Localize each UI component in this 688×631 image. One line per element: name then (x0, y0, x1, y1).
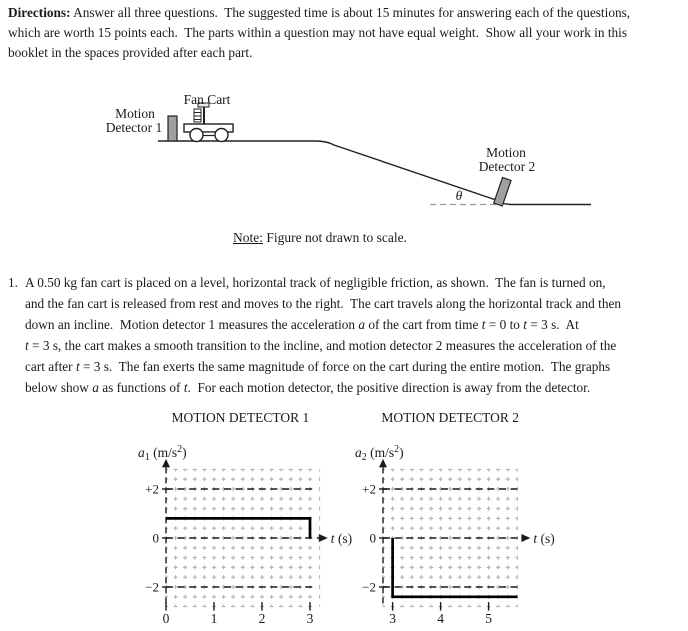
setup-figure-svg (100, 88, 600, 218)
text-segment: t (481, 317, 486, 332)
text-segment: t (183, 380, 188, 395)
x-axis-label: t (s) (533, 530, 555, 546)
text-segment: booklet in the spaces provided after each part. (8, 45, 253, 60)
data-line (166, 518, 310, 538)
text-segment: A 0.50 kg fan cart is placed on a level, horizontal track of negligible friction, as shown. The fan is turned on, (25, 275, 606, 290)
text-segment: down an incline. Motion detector 1 measures the acceleration (25, 317, 359, 332)
text-segment: cart after (25, 359, 76, 374)
question-number: 1. (8, 275, 18, 290)
y-axis-arrow-icon (162, 459, 170, 468)
y-tick-label: +2 (362, 481, 376, 497)
text-segment: = 0 to (485, 317, 524, 332)
text-segment: as functions of (98, 380, 184, 395)
motion-detector-1-label-line1: Motion (115, 106, 155, 121)
directions-paragraph (8, 3, 630, 63)
text-segment: = 3 s. The fan exerts the same magnitude of force on the cart during the entire motion. The graphs (79, 359, 611, 374)
text-segment: of the cart from time (365, 317, 482, 332)
text-segment: Answer all three questions. The suggested time is about 15 minutes for answering each of the questions, (70, 5, 631, 20)
y-tick-label: 0 (369, 530, 376, 546)
x-tick-label: 5 (485, 611, 492, 627)
setup-figure (100, 88, 600, 218)
text-segment: a (92, 380, 99, 395)
x-axis-label: t (s) (330, 530, 353, 546)
y-tick-label: −2 (145, 579, 159, 595)
x-tick-label: 0 (162, 611, 170, 627)
x-tick-label: 3 (389, 611, 396, 627)
text-line (8, 23, 630, 43)
motion-detector-2-label-line1: Motion (486, 145, 526, 160)
text-line (8, 3, 630, 23)
incline-angle-label: θ (455, 188, 463, 203)
y-axis-label: $a_2$ $(m/s^2)$ (355, 444, 404, 464)
fan-cart-graphic (184, 103, 233, 142)
x-tick-label: 2 (258, 611, 266, 627)
y-tick-label: +2 (145, 481, 159, 497)
cart-wheel (215, 129, 228, 142)
x-tick-label: 4 (437, 611, 444, 627)
text-segment: and the fan cart is released from rest and moves to the right. The cart travels along the horizontal track and then (25, 296, 622, 311)
text-line (25, 335, 621, 356)
x-axis-arrow-icon (521, 534, 530, 542)
text-segment: Figure not drawn to scale. (263, 230, 407, 245)
text-segment: . For each motion detector, the positive direction is away from the detector. (187, 380, 591, 395)
motion-detector-2-group (494, 178, 511, 206)
y-tick-label: −2 (362, 579, 376, 595)
text-line (25, 314, 621, 335)
fan-cart-label: Fan Cart (183, 92, 231, 107)
motion-detector-2-label-line2: Detector 2 (478, 159, 536, 174)
y-axis-arrow-icon (379, 459, 387, 468)
text-segment: a (358, 317, 366, 332)
x-tick-label: 3 (306, 611, 314, 627)
text-line (8, 43, 630, 63)
text-segment: = 3 s. At (526, 317, 579, 332)
motion-detector-1-label-line2: Detector 1 (105, 120, 163, 135)
motion-detector-2-graph (347, 405, 577, 631)
text-segment: t (25, 338, 29, 353)
text-segment: Directions: (8, 5, 71, 20)
text-segment: Note: (233, 230, 263, 245)
motion-detector-1-device (168, 116, 177, 141)
chart-title: MOTION DETECTOR 1 (171, 410, 310, 425)
x-tick-label: 1 (210, 611, 218, 627)
text-segment: = 3 s, the cart makes a smooth transition to the incline, and motion detector 2 measures the acceleration of the (28, 338, 617, 353)
text-line (25, 356, 621, 377)
motion-detector-2-device (494, 178, 511, 206)
chart-title: MOTION DETECTOR 2 (381, 410, 520, 425)
y-axis-label: $a_1$ $(m/s^2)$ (138, 444, 187, 464)
text-segment: which are worth 15 points each. The parts within a question may not have equal weight. Show all your work in this (8, 25, 628, 40)
question-1 (8, 272, 621, 398)
text-line (25, 293, 621, 314)
motion-detector-1-graph (130, 405, 360, 631)
y-tick-label: 0 (152, 530, 159, 546)
figure-note (233, 230, 407, 246)
acceleration-graph-svg (347, 405, 577, 631)
text-segment: t (75, 359, 80, 374)
cart-wheel (190, 129, 203, 142)
question-text (25, 272, 621, 398)
text-line (25, 272, 621, 293)
text-segment: t (523, 317, 527, 332)
x-axis-arrow-icon (319, 534, 328, 542)
text-line (25, 377, 621, 398)
acceleration-graph-svg (130, 405, 360, 631)
text-segment: below show (25, 380, 93, 395)
